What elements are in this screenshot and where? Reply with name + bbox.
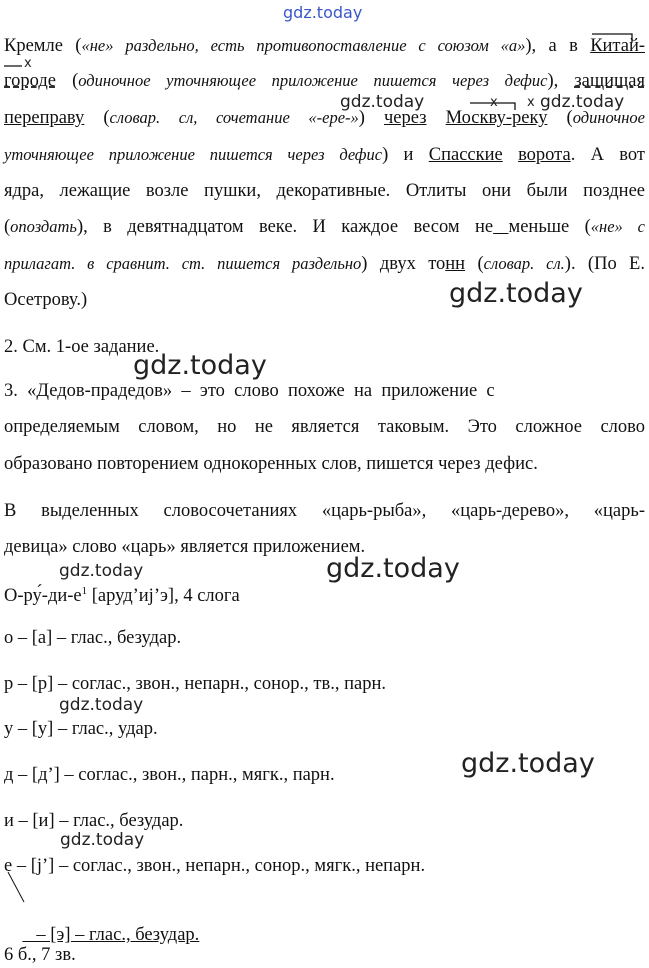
para1-line4: уточняющее приложение пишется через дефис) и Спасские ворота. А вот — [4, 145, 646, 165]
suffix-bracket-kitai — [592, 34, 632, 42]
para1-line1: Кремле («не» раздельно, есть противопоставление с союзом «а»), а в Китай- — [4, 36, 646, 56]
para1-line8: Осетрову.) — [4, 290, 88, 310]
para1-line6: (опоздать), в девятнадцатом веке. И каждое весом не меньше («не» с — [4, 217, 645, 237]
phonetic-row-u: у – [у] – глас., удар. — [4, 719, 158, 739]
x-mark-2: x — [527, 95, 535, 110]
watermark-7: gdz.today — [59, 695, 144, 715]
phonetic-summary: 6 б., 7 зв. — [4, 945, 76, 965]
para1-line2: городе (одиночное уточняющее приложение пишется через дефис), защищая — [4, 71, 645, 91]
watermark-8: gdz.today — [461, 748, 595, 779]
phonetic-row-o: о – [а] – глас., безудар. — [4, 628, 182, 648]
para4-line2: девица» слово «царь» является приложением. — [4, 537, 366, 557]
phonetic-row-i: и – [и] – глас., безудар. — [4, 811, 184, 831]
item2: 2. См. 1-ое задание. — [4, 337, 160, 357]
watermark-5: gdz.today — [326, 553, 460, 584]
para1-line5: ядра, лежащие возле пушки, декоративные. Отлиты они были позднее — [4, 181, 645, 201]
phonetic-row-e-vowel: – [э] – глас., безудар. — [22, 925, 200, 945]
pencil-stroke — [8, 872, 24, 902]
phonetic-row-d: д – [д’] – соглас., звон., парн., мягк., парн. — [4, 765, 335, 785]
item3-line1: 3. «Дедов-прадедов» – это слово похоже на приложение с — [4, 381, 495, 401]
watermark-9: gdz.today — [60, 830, 145, 850]
item3-line2: определяемым словом, но не является таковым. Это сложное слово — [4, 417, 645, 437]
watermark-2: gdz.today — [540, 92, 625, 112]
para1-line3: переправу (словар. сл, сочетание «-ере-») через Москву-реку (одиночное — [4, 108, 645, 128]
para1-line7: прилагат. в сравнит. ст. пишется раздельно) двух тонн (словар. сл.). (По Е. — [4, 254, 645, 274]
phonetic-row-r: р – [р] – соглас., звон., непарн., сонор., тв., парн. — [4, 674, 386, 694]
watermark-4: gdz.today — [133, 350, 267, 381]
watermark-1: gdz.today — [340, 92, 425, 112]
x-mark-3: x — [490, 95, 498, 110]
watermark-top: gdz.today — [283, 3, 363, 22]
phonetic-header: $О-ру́-ди-е^1$ [аруд’иj’э], 4 слога — [4, 585, 240, 607]
watermark-3: gdz.today — [449, 278, 583, 309]
x-mark-1: x — [24, 56, 32, 71]
phonetic-row-e: е – [j’] – соглас., звон., непарн., сонор., мягк., непарн. — [4, 856, 426, 876]
watermark-6: gdz.today — [59, 561, 144, 581]
para4-line1: В выделенных словосочетаниях «царь-рыба», «царь-дерево», «царь- — [4, 501, 645, 521]
item3-line3: образовано повторением однокоренных слов, пишется через дефис. — [4, 454, 538, 474]
